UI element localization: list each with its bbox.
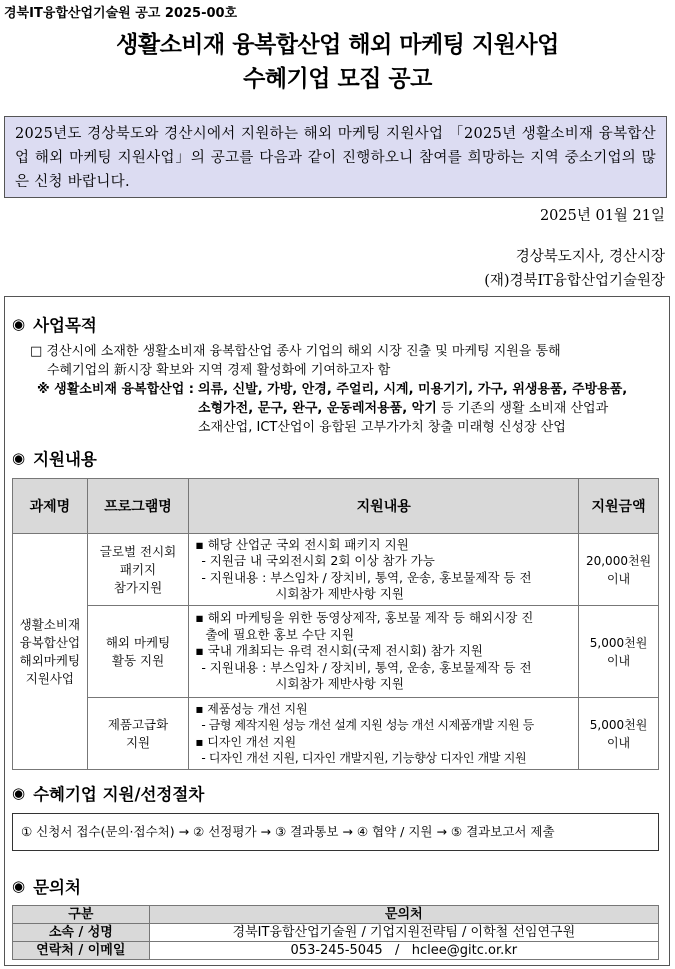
content-line: ▪ 디자인 개선 지원 <box>195 734 297 749</box>
note-body <box>194 380 627 437</box>
table-header-row <box>13 479 659 534</box>
support-table <box>12 478 659 770</box>
column-header: 프로그램명 <box>87 479 189 534</box>
industry-note <box>30 380 660 437</box>
program-cell: 제품고급화 지원 <box>87 698 189 770</box>
signer-line-1: 경상북도지사, 경산시장 <box>515 249 665 265</box>
column-header: 문의처 <box>149 906 658 924</box>
table-row <box>13 606 659 698</box>
note-line-2 <box>198 399 627 418</box>
section-title: 사업목적 <box>33 316 97 335</box>
note-line-2-rest: 등 기존의 생활 소비재 산업과 <box>436 401 609 416</box>
content-line: - 지원내용 : 부스임차 / 장치비, 통역, 운송, 홍보물제작 등 전 <box>201 659 532 675</box>
row-label: 소속 / 성명 <box>13 924 150 942</box>
note-line-2-bold: 소형가전, 문구, 완구, 운동레저용품, 악기 <box>198 401 437 416</box>
section-contact-heading <box>12 874 81 898</box>
support-content-cell <box>189 534 579 606</box>
section-title: 문의처 <box>33 878 81 897</box>
target-bullet-icon: ◉ <box>12 877 26 895</box>
content-line: ▪ 해당 산업군 국외 전시회 패키지 지원 <box>195 536 409 552</box>
column-header: 과제명 <box>13 479 88 534</box>
task-name-cell: 생활소비재 융복합산업 해외마케팅 지원사업 <box>13 534 88 770</box>
content-line: - 지원내용 : 부스임차 / 장치비, 통역, 운송, 홍보물제작 등 전 <box>201 569 532 585</box>
column-header: 지원금액 <box>579 479 659 534</box>
table-row <box>13 924 659 942</box>
content-line: 출에 필요한 홍보 수단 지원 <box>205 626 355 642</box>
amount-cell: 5,000천원 이내 <box>579 698 659 770</box>
signatories <box>484 245 665 293</box>
target-bullet-icon: ◉ <box>12 784 26 802</box>
column-header: 지원내용 <box>189 479 579 534</box>
support-content-cell <box>189 698 579 770</box>
content-line: - 지원금 내 국외전시회 2회 이상 참가 가능 <box>201 553 435 568</box>
intro-box: 2025년도 경상북도와 경산시에서 지원하는 해외 마케팅 지원사업 「2025년 생활소비재 융복합산업 해외 마케팅 지원사업」의 공고를 다음과 같이 진행하오니 참여를 희망하는 지역 중소기업의 많은 신청 바랍니다. <box>4 116 667 198</box>
row-label: 연락처 / 이메일 <box>13 942 150 960</box>
section-title: 수혜기업 지원/선정절차 <box>33 785 205 804</box>
table-row <box>13 942 659 960</box>
program-cell: 해외 마케팅 활동 지원 <box>87 606 189 698</box>
column-header: 구분 <box>13 906 150 924</box>
signer-line-2: (재)경북IT융합산업기술원장 <box>484 273 665 289</box>
table-row <box>13 534 659 606</box>
table-header-row <box>13 906 659 924</box>
section-purpose-heading <box>12 312 97 336</box>
content-line: - 금형 제작지원 성능 개선 설계 지원 성능 개선 시제품개발 지원 등 <box>201 718 534 732</box>
affiliation-value: 경북IT융합산업기술원 / 기업지원전략팀 / 이학철 선임연구원 <box>149 924 658 942</box>
table-row <box>13 698 659 770</box>
content-line: ▪ 제품성능 개선 지원 <box>195 701 308 716</box>
procedure-steps: ① 신청서 접수(문의·접수처) → ② 선정평가 → ③ 결과통보 → ④ 협약 / 지원 → ⑤ 결과보고서 제출 <box>12 813 659 851</box>
target-bullet-icon: ◉ <box>12 449 26 467</box>
purpose-line-1: □ 경산시에 소재한 생활소비재 융복합산업 종사 기업의 해외 시장 진출 및 마케팅 지원을 통해 <box>30 344 561 359</box>
content-line: 시회참가 제반사항 지원 <box>275 586 405 601</box>
section-support-heading <box>12 446 97 470</box>
program-cell: 글로벌 전시회 패키지 참가지원 <box>87 534 189 606</box>
content-line: ▪ 국내 개최되는 유력 전시회(국제 전시회) 참가 지원 <box>195 643 483 659</box>
purpose-text <box>30 342 660 437</box>
amount-cell: 5,000천원 이내 <box>579 606 659 698</box>
note-line-3: 소재산업, ICT산업이 융합된 고부가가치 창출 미래형 신성장 산업 <box>198 420 566 435</box>
content-line: ▪ 해외 마케팅을 위한 동영상제작, 홍보물 제작 등 해외시장 진 <box>195 610 534 626</box>
page-title-line1: 생활소비재 융복합산업 해외 마케팅 지원사업 <box>116 32 559 58</box>
page-title-line2: 수혜기업 모집 공고 <box>243 66 432 92</box>
contact-table <box>12 905 659 960</box>
announcement-date: 2025년 01월 21일 <box>539 208 665 224</box>
purpose-line-2: 수혜기업의 新시장 확보와 지역 경제 활성화에 기여하고자 함 <box>47 363 391 378</box>
notice-number: 경북IT융합산업기술원 공고 2025-00호 <box>4 6 238 21</box>
note-label: ※ 생활소비재 융복합산업 : <box>37 382 194 397</box>
content-line: 시회참가 제반사항 지원 <box>275 676 405 692</box>
section-title: 지원내용 <box>33 450 97 469</box>
contact-email-value[interactable]: 053-245-5045 / hclee@gitc.or.kr <box>149 942 658 960</box>
target-bullet-icon: ◉ <box>12 315 26 333</box>
content-line: - 디자인 개선 지원, 디자인 개발지원, 기능향상 디자인 개발 지원 <box>201 751 527 765</box>
amount-cell: 20,000천원 이내 <box>579 534 659 606</box>
support-content-cell <box>189 606 579 698</box>
section-procedure-heading <box>12 781 204 805</box>
note-line-1: 의류, 신발, 가방, 안경, 주얼리, 시계, 미용기기, 가구, 위생용품, 주방용품, <box>198 382 628 397</box>
